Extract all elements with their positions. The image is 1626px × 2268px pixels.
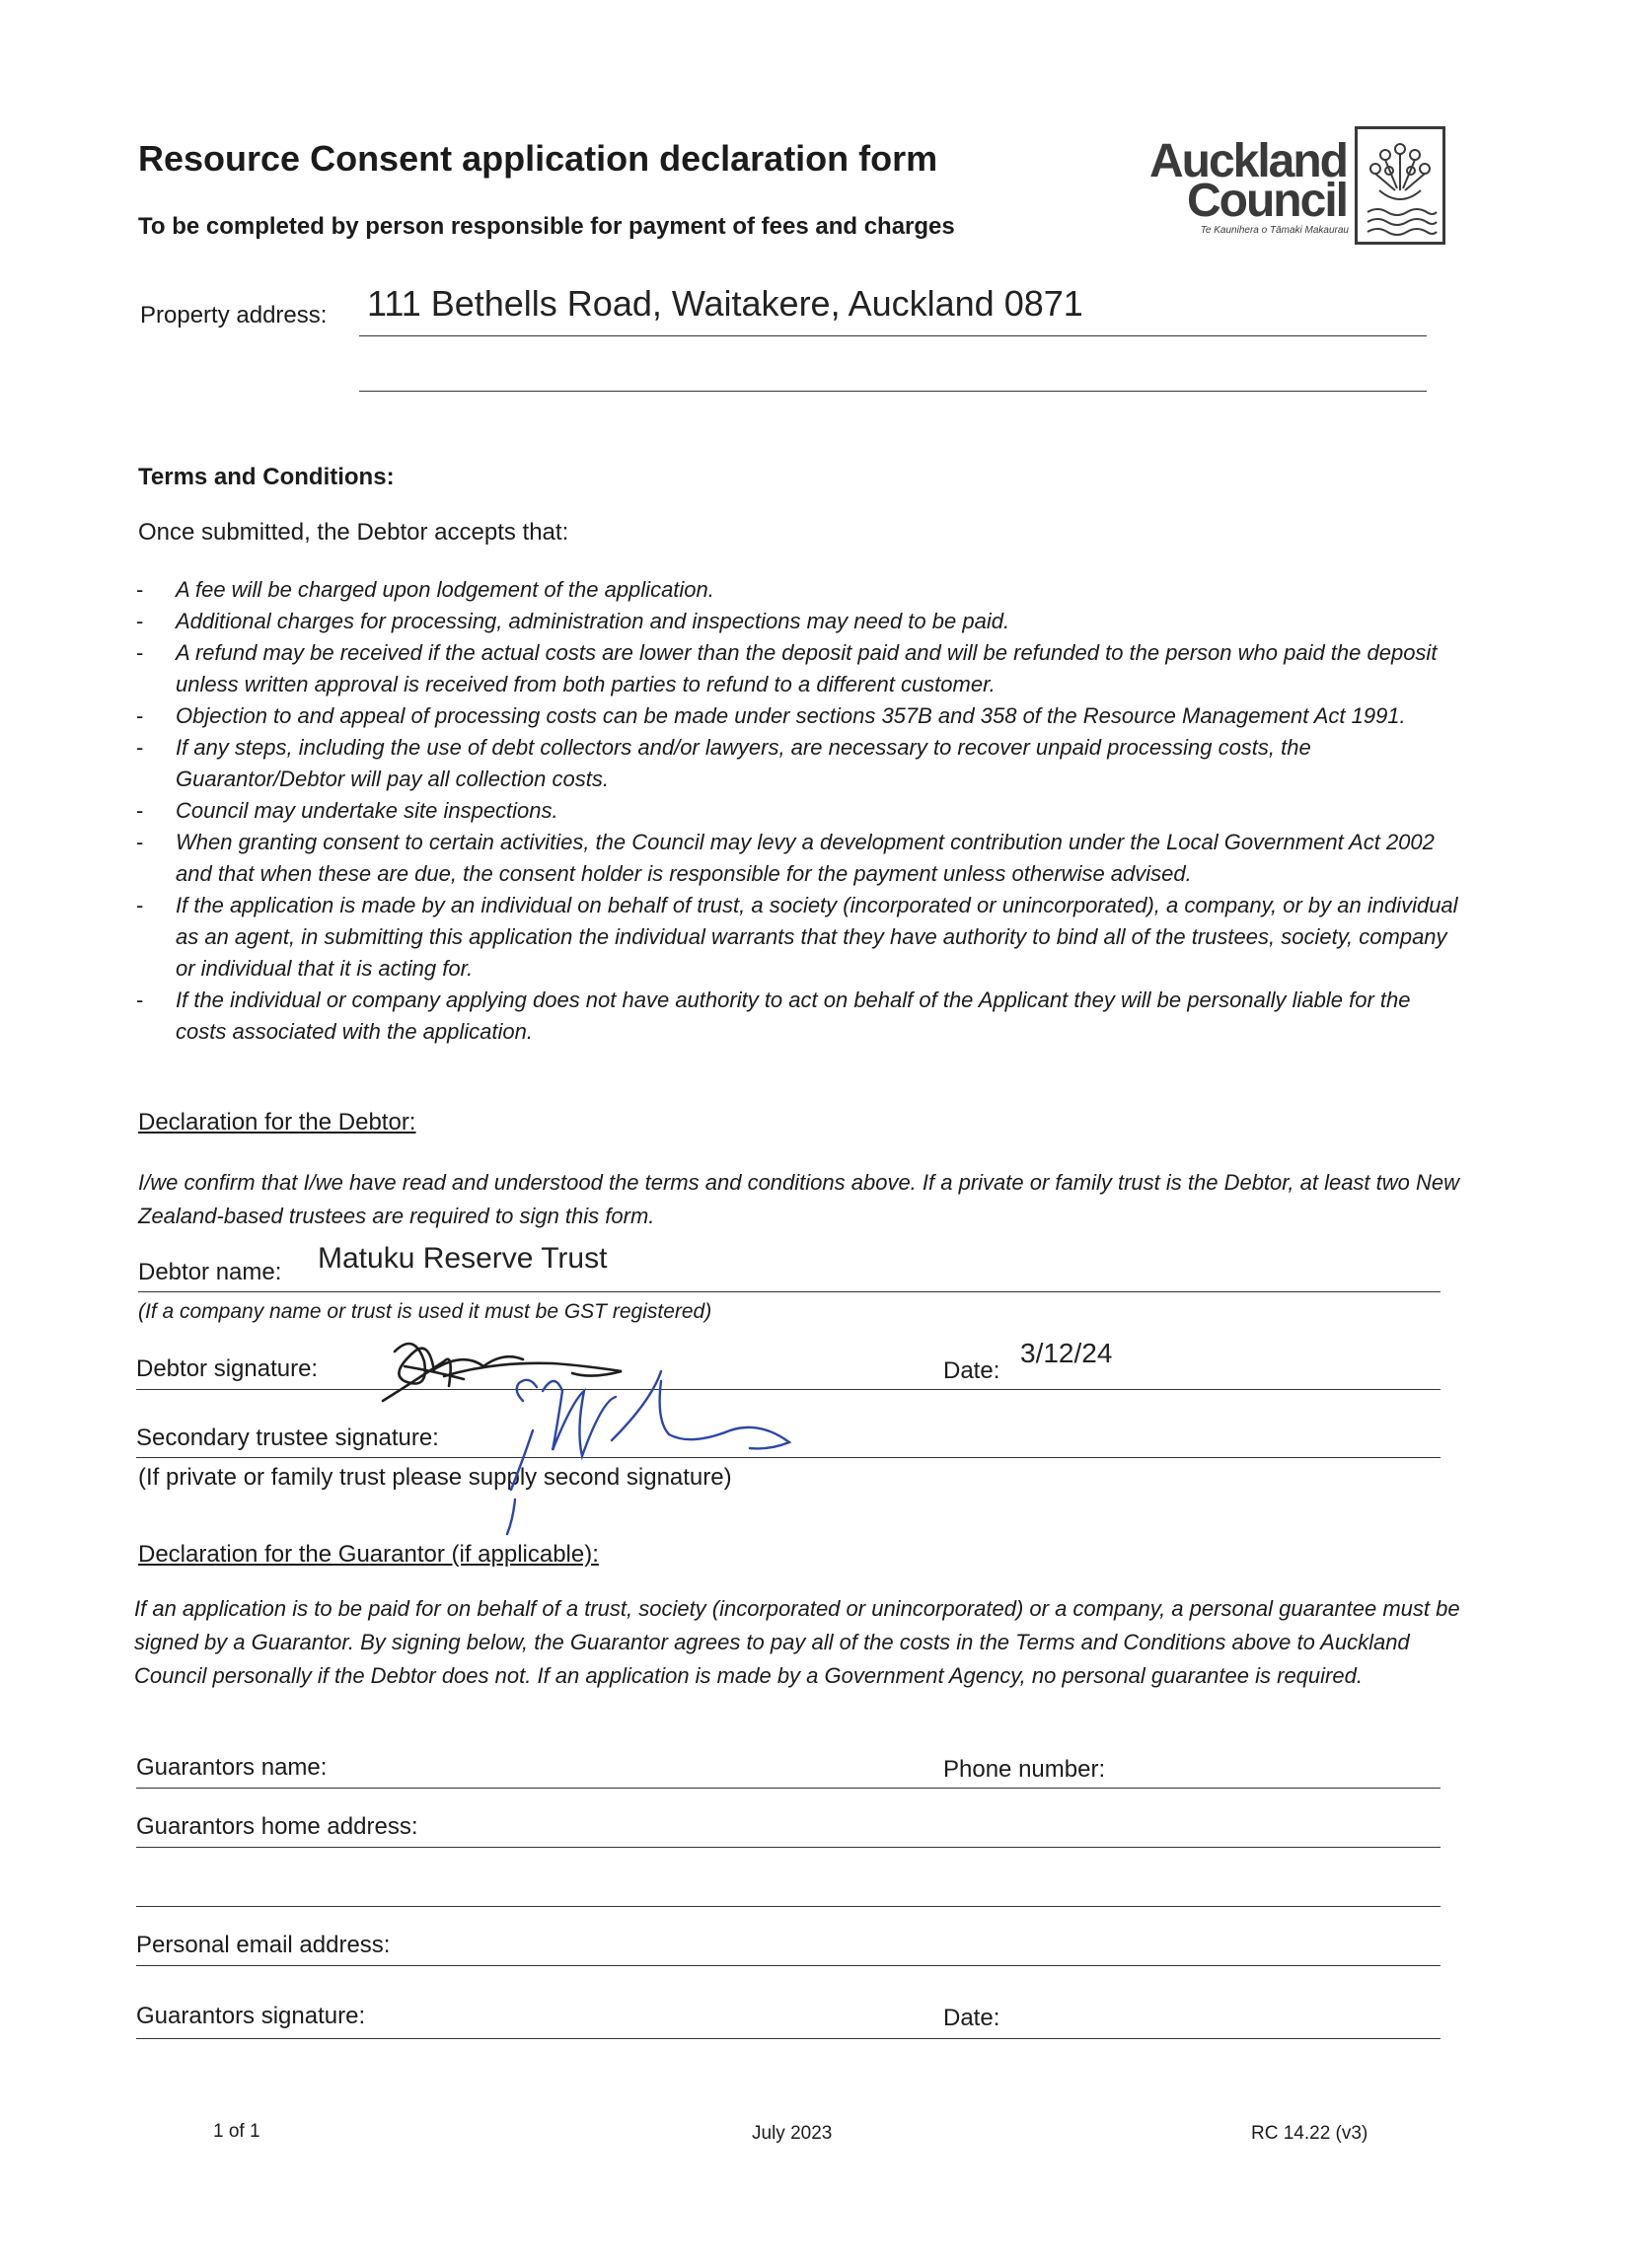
logo-line-1: Auckland	[1148, 135, 1347, 187]
debtor-heading: Declaration for the Debtor:	[138, 1109, 416, 1135]
guarantor-statement: If an application is to be paid for on behalf of a trust, society (incorporated or unincorporated) or a company, a personal guarantee must be signed by a Guarantor. By signing below, the Guarantor agrees to pay all of the costs in the Terms and Conditions above to Auckland Council personally if the Debtor does not. If an application is made by a Government Agency, no personal guarantee is required.	[134, 1596, 1460, 1688]
terms-item: - If the individual or company applying does not have authority to act on behalf of the Applicant they will be personally liable for the costs associated with the application.	[136, 985, 1458, 1048]
debtor-date-value: 3/12/24	[1020, 1338, 1113, 1368]
auckland-council-logo	[1140, 126, 1445, 247]
secondary-trustee-signature-scribble	[493, 1361, 839, 1539]
debtor-date-label: Date:	[943, 1357, 1000, 1384]
property-address-label: Property address:	[140, 302, 328, 329]
property-address-value: 111 Bethells Road, Waitakere, Auckland 0871	[367, 283, 1083, 324]
guarantor-name-label: Guarantors name:	[136, 1754, 328, 1781]
terms-heading: Terms and Conditions:	[138, 464, 395, 490]
secondary-trustee-note: (If private or family trust please supply second signature)	[138, 1464, 732, 1491]
debtor-name-value: Matuku Reserve Trust	[318, 1242, 608, 1275]
debtor-name-line	[138, 1291, 1441, 1292]
terms-item: - A refund may be received if the actual costs are lower than the deposit paid and will be refunded to the person who paid the deposit unless written approval is received from both parties to refund to a different customer.	[136, 637, 1458, 700]
property-address-line-1	[359, 335, 1427, 336]
form-subtitle: To be completed by person responsible for payment of fees and charges	[138, 213, 955, 240]
footer-page-number: 1 of 1	[213, 2121, 260, 2142]
terms-intro: Once submitted, the Debtor accepts that:	[138, 519, 569, 546]
guarantor-address-label: Guarantors home address:	[136, 1813, 418, 1840]
terms-item: - Objection to and appeal of processing costs can be made under sections 357B and 358 of the Resource Management Act 1991.	[136, 700, 1458, 732]
guarantor-signature-label: Guarantors signature:	[136, 2003, 366, 2029]
logo-tagline: Te Kaunihera o Tāmaki Makaurau	[1200, 225, 1349, 236]
guarantor-email-line[interactable]	[136, 1965, 1441, 1966]
terms-item: - Council may undertake site inspections.	[136, 795, 1458, 827]
footer-form-code: RC 14.22 (v3)	[1251, 2123, 1368, 2144]
secondary-trustee-label: Secondary trustee signature:	[136, 1425, 439, 1451]
guarantor-address-line-1[interactable]	[136, 1847, 1441, 1848]
debtor-name-note: (If a company name or trust is used it must be GST registered)	[138, 1300, 712, 1323]
guarantor-date-label: Date:	[943, 2005, 1000, 2031]
guarantor-address-line-2[interactable]	[136, 1906, 1441, 1907]
pohutukawa-emblem-icon	[1355, 126, 1445, 245]
form-title: Resource Consent application declaration form	[138, 138, 938, 179]
terms-list	[136, 574, 1458, 1048]
guarantor-name-line[interactable]	[136, 1788, 1441, 1789]
terms-item: - When granting consent to certain activities, the Council may levy a development contribution under the Local Government Act 2002 and that when these are due, the consent holder is responsible for the payment unless otherwise advised.	[136, 827, 1458, 890]
property-address-line-2	[359, 391, 1427, 392]
terms-item: - If any steps, including the use of debt collectors and/or lawyers, are necessary to recover unpaid processing costs, the Guarantor/Debtor will pay all collection costs.	[136, 732, 1458, 795]
debtor-name-label: Debtor name:	[138, 1259, 282, 1285]
guarantor-email-label: Personal email address:	[136, 1932, 391, 1958]
terms-item: - If the application is made by an individual on behalf of trust, a society (incorporated or unincorporated), a company, or by an individual as an agent, in submitting this application the individual warrants that they have authority to bind all of the trustees, society, company or individual that it is acting for.	[136, 890, 1458, 985]
logo-line-2: Council	[1187, 175, 1347, 227]
guarantor-phone-label: Phone number:	[943, 1756, 1106, 1783]
debtor-statement: I/we confirm that I/we have read and understood the terms and conditions above. If a private or family trust is the Debtor, at least two New Zealand-based trustees are required to sign this form.	[138, 1170, 1460, 1228]
guarantor-signature-line[interactable]	[136, 2038, 1441, 2039]
debtor-signature-label: Debtor signature:	[136, 1355, 319, 1382]
guarantor-heading: Declaration for the Guarantor (if applicable):	[138, 1541, 599, 1568]
footer-date: July 2023	[752, 2123, 833, 2144]
terms-item: - A fee will be charged upon lodgement of the application.	[136, 574, 1458, 606]
terms-item: - Additional charges for processing, administration and inspections may need to be paid.	[136, 606, 1458, 637]
